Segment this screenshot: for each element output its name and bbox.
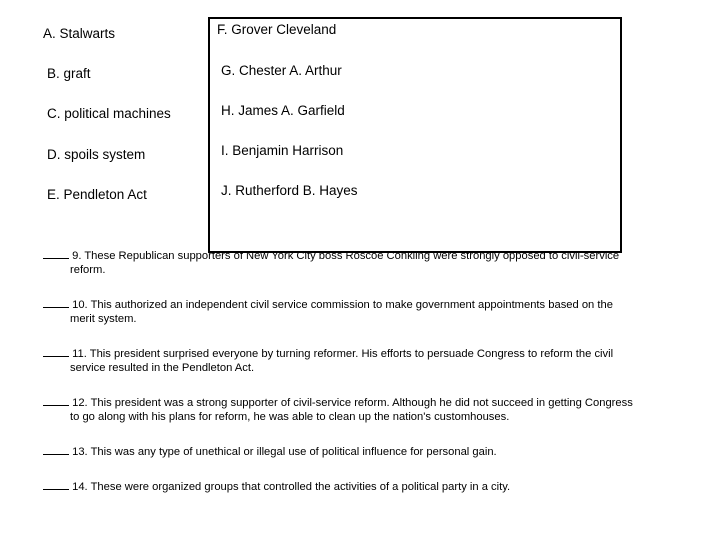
question-14 — [43, 478, 683, 494]
question-13 — [43, 443, 683, 459]
question-text: 9. These Republican supporters of New York City boss Roscoe Conkling were strongly opposed to civil-service — [72, 250, 620, 262]
question-text: 14. These were organized groups that controlled the activities of a political party in a city. — [72, 481, 511, 493]
question-text: 10. This authorized an independent civil service commission to make government appointments based on the — [72, 299, 613, 311]
question-text-continued: merit system. — [70, 313, 137, 325]
question-12 — [43, 394, 683, 424]
question-text-continued: to go along with his plans for reform, he was able to clean up the nation's customhouses. — [70, 411, 510, 423]
answer-blank[interactable] — [43, 394, 69, 406]
term-b: B. graft — [47, 66, 91, 81]
term-e: E. Pendleton Act — [47, 187, 147, 202]
answer-blank[interactable] — [43, 247, 69, 259]
term-c: C. political machines — [47, 106, 171, 121]
term-d: D. spoils system — [47, 147, 146, 162]
answer-box — [208, 17, 622, 253]
question-9 — [43, 247, 683, 277]
answer-blank[interactable] — [43, 296, 69, 308]
term-a: A. Stalwarts — [43, 26, 116, 41]
question-text: 13. This was any type of unethical or illegal use of political influence for personal gain. — [72, 446, 497, 458]
question-11 — [43, 345, 683, 375]
question-text-continued: service resulted in the Pendleton Act. — [70, 362, 255, 374]
question-text: 11. This president surprised everyone by turning reformer. His efforts to persuade Congress to reform the civil — [72, 348, 614, 360]
answer-blank[interactable] — [43, 443, 69, 455]
question-text-continued: reform. — [70, 264, 106, 276]
term-h: H. James A. Garfield — [221, 103, 345, 118]
answer-blank[interactable] — [43, 478, 69, 490]
question-10 — [43, 296, 683, 326]
term-f: F. Grover Cleveland — [217, 22, 337, 37]
term-g: G. Chester A. Arthur — [221, 63, 342, 78]
question-text: 12. This president was a strong supporter of civil-service reform. Although he did not succeed in getting Congress — [72, 397, 633, 409]
term-i: I. Benjamin Harrison — [221, 143, 344, 158]
term-j: J. Rutherford B. Hayes — [221, 183, 358, 198]
answer-blank[interactable] — [43, 345, 69, 357]
